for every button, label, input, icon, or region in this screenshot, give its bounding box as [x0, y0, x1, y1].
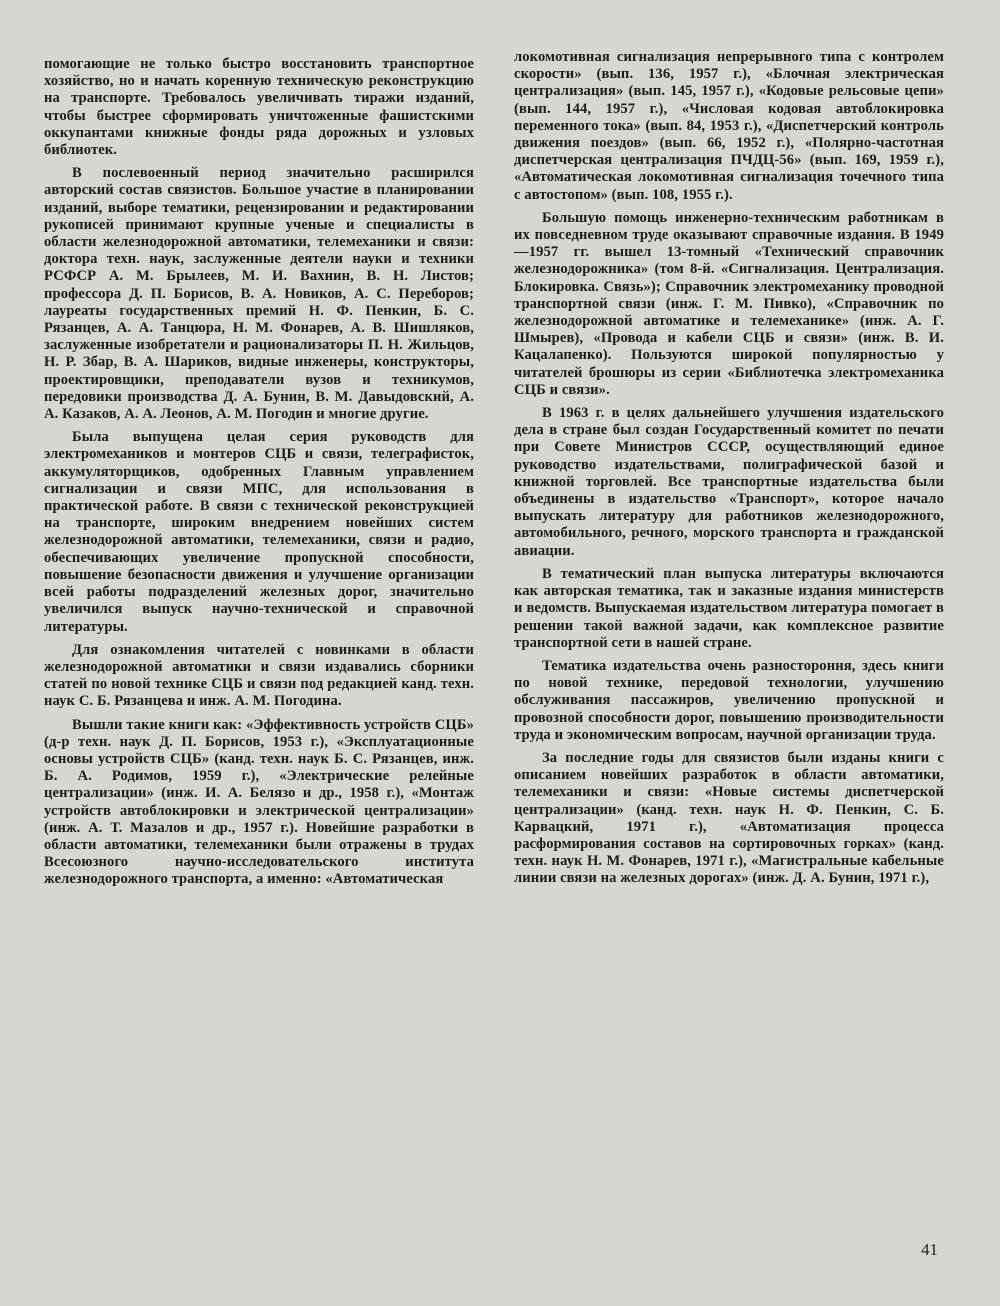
paragraph: За последние годы для связистов были изданы книги с описанием новейших разработок в области автоматики, телемеханики и связи: «Новые системы диспетчерской централизации» (канд. техн. наук Н. Ф. Пенкин, С. Б. Карвацкий, 1971 г.), «Автоматизация процесса расформирования составов на сортировочных горках» (канд. техн. наук Н. М. Фонарев, 1971 г.), «Магистральные кабельные линии связи на железных дорогах» (инж. Д. А. Бунин, 1971 г.), — [514, 749, 944, 887]
paragraph: локомотивная сигнализация непрерывного типа с контролем скорости» (вып. 136, 1957 г.), «Блочная электрическая централизация» (вып. 145, 1957 г.), «Кодовые рельсовые цепи» (вып. 144, 1957 г.), «Числовая кодовая автоблокировка переменного тока» (вып. 84, 1953 г.), «Диспетчерский контроль движения поездов» (вып. 66, 1952 г.), «Полярно-частотная диспетчерская централизация ПЧДЦ-56» (вып. 169, 1959 г.), «Автоматическая локомотивная сигнализация точечного типа с автостопом» (вып. 108, 1955 г.). — [514, 49, 944, 203]
paragraph: Была выпущена целая серия руководств для электромехаников и монтеров СЦБ и связи, телеграфисток, аккумуляторщиков, одобренных Главным управлением сигнализации и связи МПС, для использования в практической работе. В связи с технической реконструкцией на транспорте, широким внедрением новейших систем железнодорожной автоматики, телемеханики, связи и радио, обеспечивающих увеличение пропускной способности, повышение безопасности движения и улучшение организации всей работы подразделений железных дорог, значительно увеличился выпуск научно-технической и справочной литературы. — [44, 429, 474, 635]
paragraph: В 1963 г. в целях дальнейшего улучшения издательского дела в стране был создан Государственный комитет по печати при Совете Министров СССР, осуществляющий единое руководство издательствами, полиграфической базой и книжной торговлей. Все транспортные издательства были объединены в издательство «Транспорт», которое начало выпускать литературу для работников железнодорожного, автомобильного, речного, морского транспорта и гражданской авиации. — [514, 405, 944, 559]
paragraph: Большую помощь инженерно-техническим работникам в их повседневном труде оказывают справочные издания. В 1949—1957 гг. вышел 13-томный «Технический справочник железнодорожника» (том 8-й. «Сигнализация. Централизация. Блокировка. Связь»); Справочник электромеханику проводной транспортной связи (инж. Г. М. Пивко), «Справочник по железнодорожной автоматике и телемеханике» (инж. А. Г. Шмырев), «Провода и кабели СЦБ и связи» (инж. В. И. Кацалапенко). Пользуются широкой популярностью у читателей брошюры из серии «Библиотечка электромеханика СЦБ и связи». — [514, 209, 944, 398]
paragraph: В тематический план выпуска литературы включаются как авторская тематика, так и заказные издания министерств и ведомств. Выпускаемая издательством литература помогает в решении такой важной задачи, как комплексное развитие транспортной сети в нашей стране. — [514, 565, 944, 651]
page-number: 41 — [921, 1240, 938, 1259]
paragraph: Для ознакомления читателей с новинками в области железнодорожной автоматики и связи издавались сборники статей по новой технике СЦБ и связи под редакцией канд. техн. наук С. Б. Рязанцева и инж. А. М. Погодина. — [44, 641, 474, 710]
right-text-column — [514, 49, 944, 894]
paragraph: помогающие не только быстро восстановить транспортное хозяйство, но и начать коренную техническую реконструкцию на транспорте. Требовалось увеличивать тиражи изданий, чтобы быстрее сформировать уничтоженные фашистскими оккупантами книжные фонды ряда дорожных и узловых библиотек. — [44, 56, 474, 159]
paragraph: Вышли такие книги как: «Эффективность устройств СЦБ» (д-р техн. наук Д. П. Борисов, 1953 г.), «Эксплуатационные основы устройств СЦБ» (канд. техн. наук Б. С. Рязанцев, инж. Б. А. Родимов, 1959 г.), «Электрические релейные централизации» (инж. И. А. Белязо и др., 1958 г.), «Монтаж устройств автоблокировки и электрической централизации» (инж. А. Т. Мазалов и др., 1957 г.). Новейшие разработки в области автоматики, телемеханики были отражены в трудах Всесоюзного научно-исследовательского института железнодорожного транспорта, а именно: «Автоматическая — [44, 716, 474, 888]
paragraph: Тематика издательства очень разностороння, здесь книги по новой технике, передовой технологии, улучшению обслуживания пассажиров, увеличению пропускной и провозной способности дорог, повышению производительности труда и экономическим вопросам, научной организации труда. — [514, 657, 944, 743]
paragraph: В послевоенный период значительно расширился авторский состав связистов. Большое участие в планировании изданий, выборе тематики, рецензировании и редактировании рукописей принимают крупные ученые и специалисты в области железнодорожной автоматики, телемеханики и связи: доктора техн. наук, заслуженные деятели науки и техники РСФСР А. М. Брылеев, М. И. Вахнин, В. Н. Листов; профессора Д. П. Борисов, В. А. Новиков, А. С. Переборов; лауреаты государственных премий Н. Ф. Пенкин, Б. С. Рязанцев, А. А. Танцюра, Н. М. Фонарев, А. В. Шишляков, заслуженные изобретатели и рационализаторы П. Н. Жильцов, Н. Р. Збар, В. А. Шариков, видные инженеры, конструкторы, проектировщики, преподаватели вузов и техникумов, передовики производства Д. А. Бунин, В. М. Давыдовский, А. А. Казаков, А. А. Леонов, А. М. Погодин и многие другие. — [44, 165, 474, 423]
left-text-column — [44, 56, 474, 895]
